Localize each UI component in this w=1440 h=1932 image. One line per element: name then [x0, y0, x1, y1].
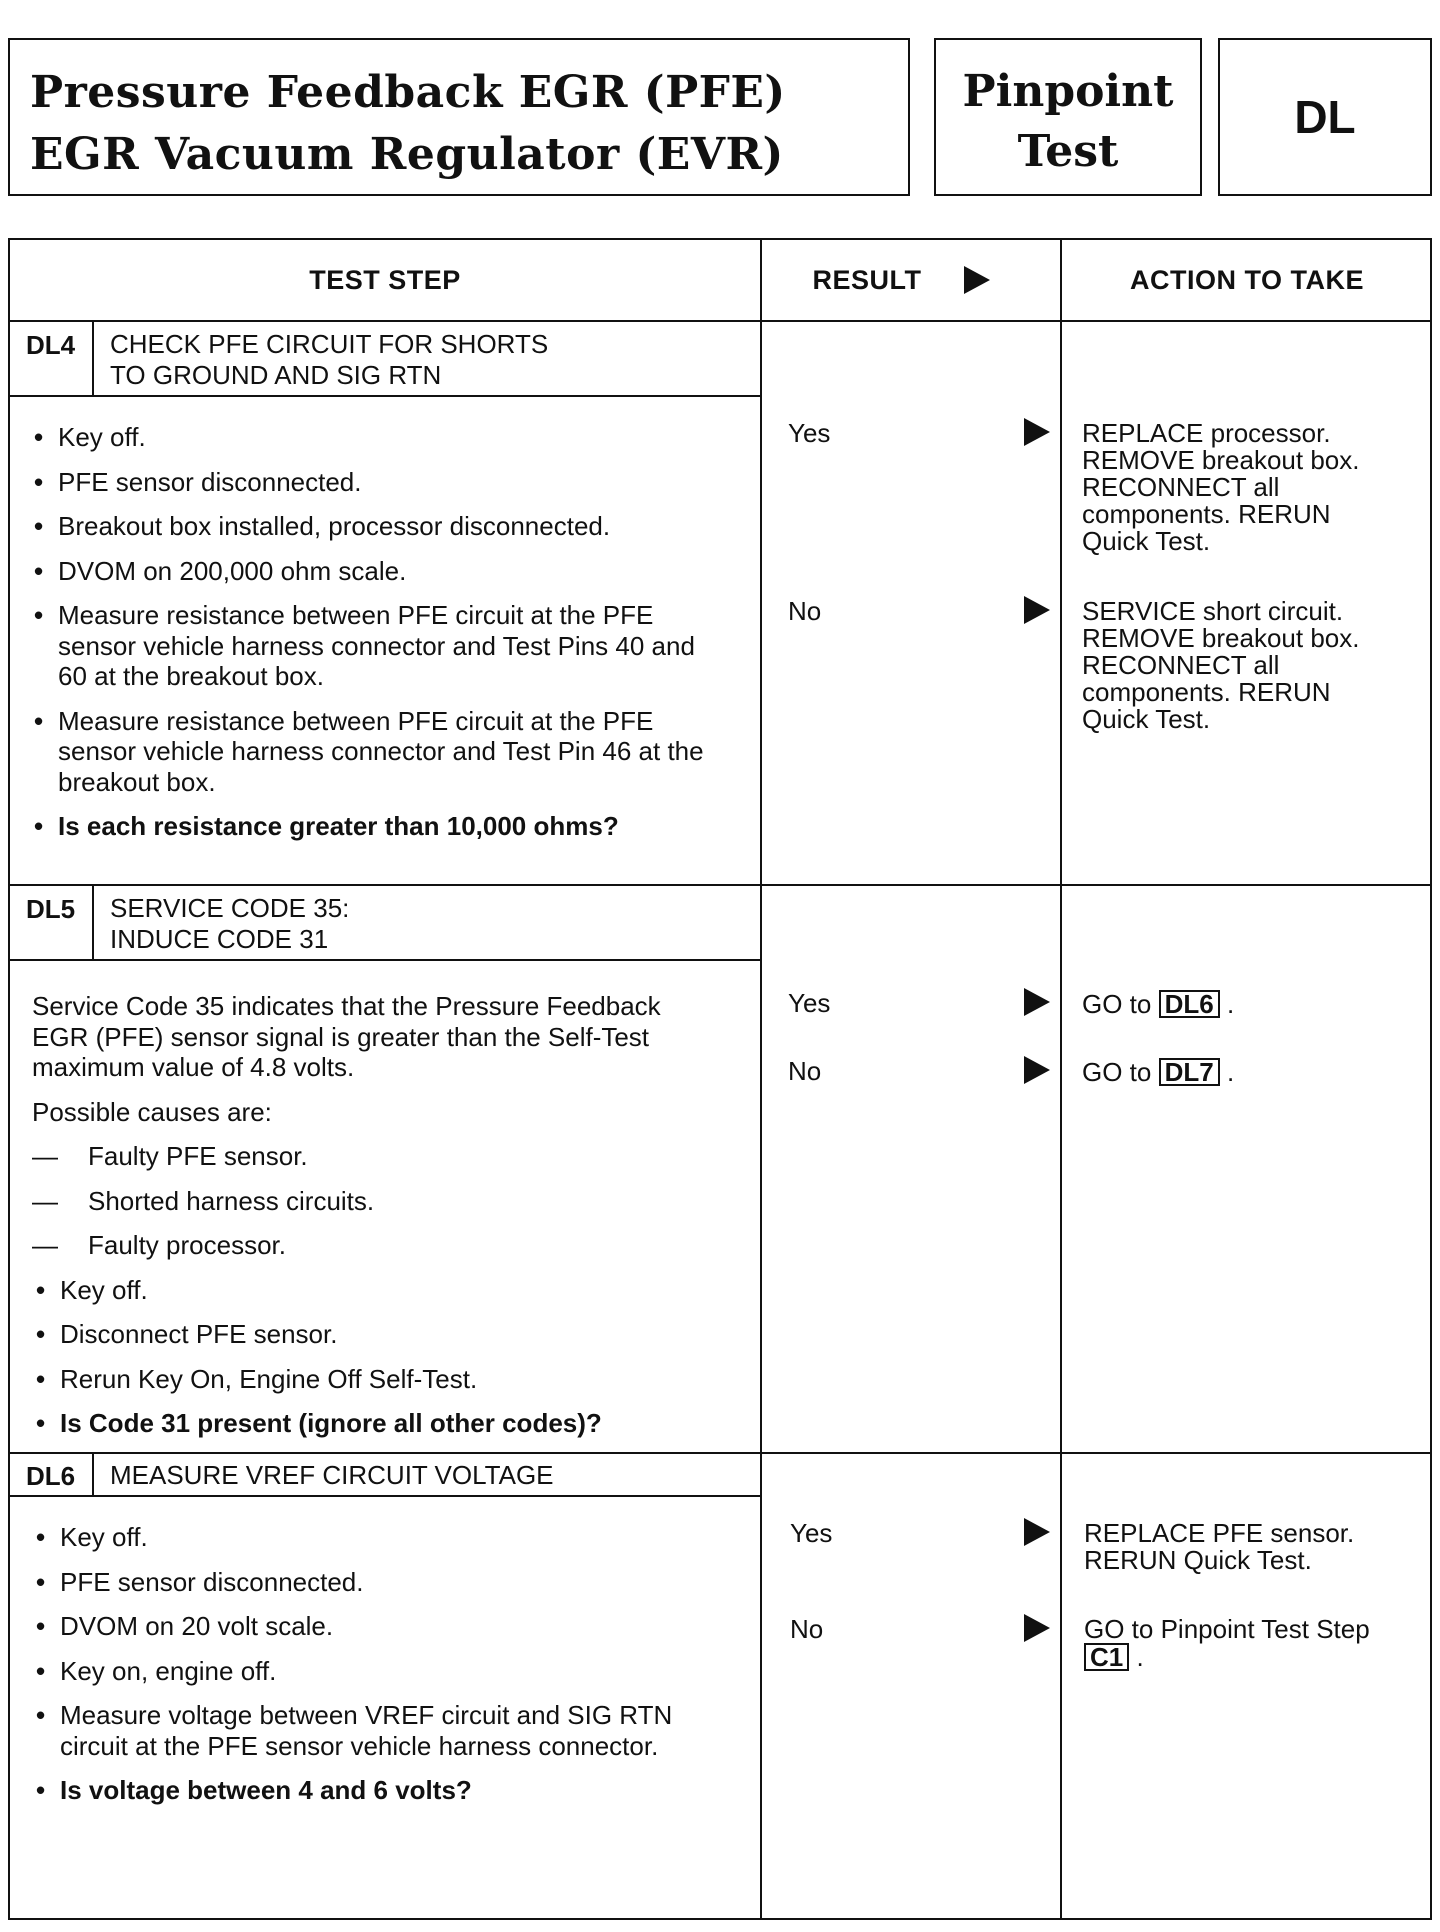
step-title: [110, 1460, 554, 1491]
action-suffix: .: [1226, 1057, 1235, 1087]
action-prefix: GO to Pinpoint Test Step: [1084, 1614, 1370, 1644]
step-code: DL5: [26, 894, 76, 924]
step-title: [110, 893, 349, 955]
action-prefix: GO to: [1082, 989, 1152, 1019]
step-title: [110, 329, 548, 391]
result-label: Yes: [790, 1518, 833, 1548]
title-line-2: EGR Vacuum Regulator (EVR): [30, 129, 784, 180]
instruction: • Key on, engine off.: [32, 1656, 732, 1687]
column-divider: [1060, 240, 1062, 1918]
step-title-line: SERVICE CODE 35:: [110, 893, 350, 923]
result-label: No: [790, 1614, 824, 1644]
step-divider: [10, 1452, 1430, 1454]
arrow-right-icon: [964, 266, 990, 294]
instruction: • Disconnect PFE sensor.: [32, 1319, 732, 1350]
column-header-action: ACTION TO TAKE: [1130, 264, 1364, 295]
arrow-right-icon: [1024, 1056, 1050, 1084]
causes-label: Possible causes are:: [32, 1096, 272, 1127]
step-code-divider: [92, 1454, 94, 1496]
title-box: [8, 38, 910, 196]
step-reference[interactable]: DL7: [1159, 1058, 1220, 1086]
test-label: Test: [1017, 126, 1119, 177]
step-code: DL6: [26, 1461, 76, 1491]
arrow-right-icon: [1024, 988, 1050, 1016]
question: • Is Code 31 present (ignore all other codes)?: [32, 1408, 732, 1439]
step-code-divider: [92, 322, 94, 396]
action-text: REPLACE processor. REMOVE breakout box. RECONNECT all components. RERUN Quick Test.: [1082, 418, 1360, 556]
instruction: • Measure voltage between VREF circuit and SIG RTN circuit at the PFE sensor vehicle harness connector.: [32, 1700, 710, 1761]
step-description: Service Code 35 indicates that the Pressure Feedback EGR (PFE) sensor signal is greater than the Self-Test maximum value of 4.8 volts.: [32, 991, 661, 1082]
instruction: • DVOM on 200,000 ohm scale.: [30, 556, 730, 587]
step-divider: [10, 884, 1430, 886]
question: • Is each resistance greater than 10,000 ohms?: [30, 811, 730, 842]
question: • Is voltage between 4 and 6 volts?: [32, 1775, 732, 1806]
instruction: • Rerun Key On, Engine Off Self-Test.: [32, 1364, 732, 1395]
header-divider: [10, 320, 1430, 322]
step-title-line: CHECK PFE CIRCUIT FOR SHORTS: [110, 329, 549, 359]
step-title-line: INDUCE CODE 31: [110, 924, 329, 954]
step-reference[interactable]: DL6: [1159, 990, 1220, 1018]
action-text: [1082, 990, 1402, 1018]
pinpoint-test-box: [934, 38, 1202, 196]
result-label: Yes: [788, 988, 831, 1018]
step-body: [32, 1522, 732, 1806]
action-text: [1082, 1058, 1402, 1086]
step-code-divider: [92, 886, 94, 960]
cause-item: — Faulty processor.: [32, 1230, 732, 1261]
step-title-divider: [10, 395, 762, 397]
test-table: [8, 238, 1432, 1920]
instruction: • PFE sensor disconnected.: [32, 1567, 732, 1598]
cause-item: — Faulty PFE sensor.: [32, 1141, 732, 1172]
result-label: No: [788, 1056, 822, 1086]
action-suffix: .: [1136, 1642, 1144, 1672]
arrow-right-icon: [1024, 418, 1050, 446]
step-reference[interactable]: C1: [1084, 1643, 1129, 1671]
instruction: • PFE sensor disconnected.: [30, 467, 730, 498]
test-code-box: [1218, 38, 1432, 196]
action-text: REPLACE PFE sensor. RERUN Quick Test.: [1084, 1518, 1355, 1575]
instruction: • Measure resistance between PFE circuit at the PFE sensor vehicle harness connector and Test Pin 46 at the breakout box.: [30, 706, 718, 798]
instruction: • Key off.: [32, 1522, 732, 1553]
instruction: • DVOM on 20 volt scale.: [32, 1611, 732, 1642]
action-prefix: GO to: [1082, 1057, 1152, 1087]
action-text: SERVICE short circuit. REMOVE breakout box. RECONNECT all components. RERUN Quick Test.: [1082, 596, 1360, 734]
result-header-label: RESULT: [812, 264, 922, 295]
column-header-test-step: TEST STEP: [309, 264, 461, 295]
arrow-right-icon: [1024, 1614, 1050, 1642]
action-text: [1084, 1616, 1384, 1671]
arrow-right-icon: [1024, 596, 1050, 624]
action-suffix: .: [1226, 989, 1235, 1019]
result-label: No: [788, 596, 822, 626]
result-label: Yes: [788, 418, 831, 448]
step-title-line: MEASURE VREF CIRCUIT VOLTAGE: [110, 1460, 554, 1490]
arrow-right-icon: [1024, 1518, 1050, 1546]
step-body: [30, 422, 730, 842]
step-title-divider: [10, 959, 762, 961]
column-divider: [760, 240, 762, 1918]
instruction: • Key off.: [30, 422, 730, 453]
instruction: • Key off.: [32, 1275, 732, 1306]
instruction: • Measure resistance between PFE circuit at the PFE sensor vehicle harness connector and Test Pins 40 and 60 at the breakout box.: [30, 600, 718, 692]
step-title-divider: [10, 1495, 762, 1497]
column-header-result: [762, 240, 1060, 320]
pinpoint-label: Pinpoint: [962, 66, 1174, 117]
step-code: DL4: [26, 330, 76, 360]
instruction: • Breakout box installed, processor disconnected.: [30, 511, 730, 542]
title-line-1: Pressure Feedback EGR (PFE): [30, 67, 786, 118]
step-body: [32, 991, 732, 1439]
cause-item: — Shorted harness circuits.: [32, 1186, 732, 1217]
step-title-line: TO GROUND AND SIG RTN: [110, 360, 442, 390]
test-code: DL: [1294, 91, 1356, 143]
